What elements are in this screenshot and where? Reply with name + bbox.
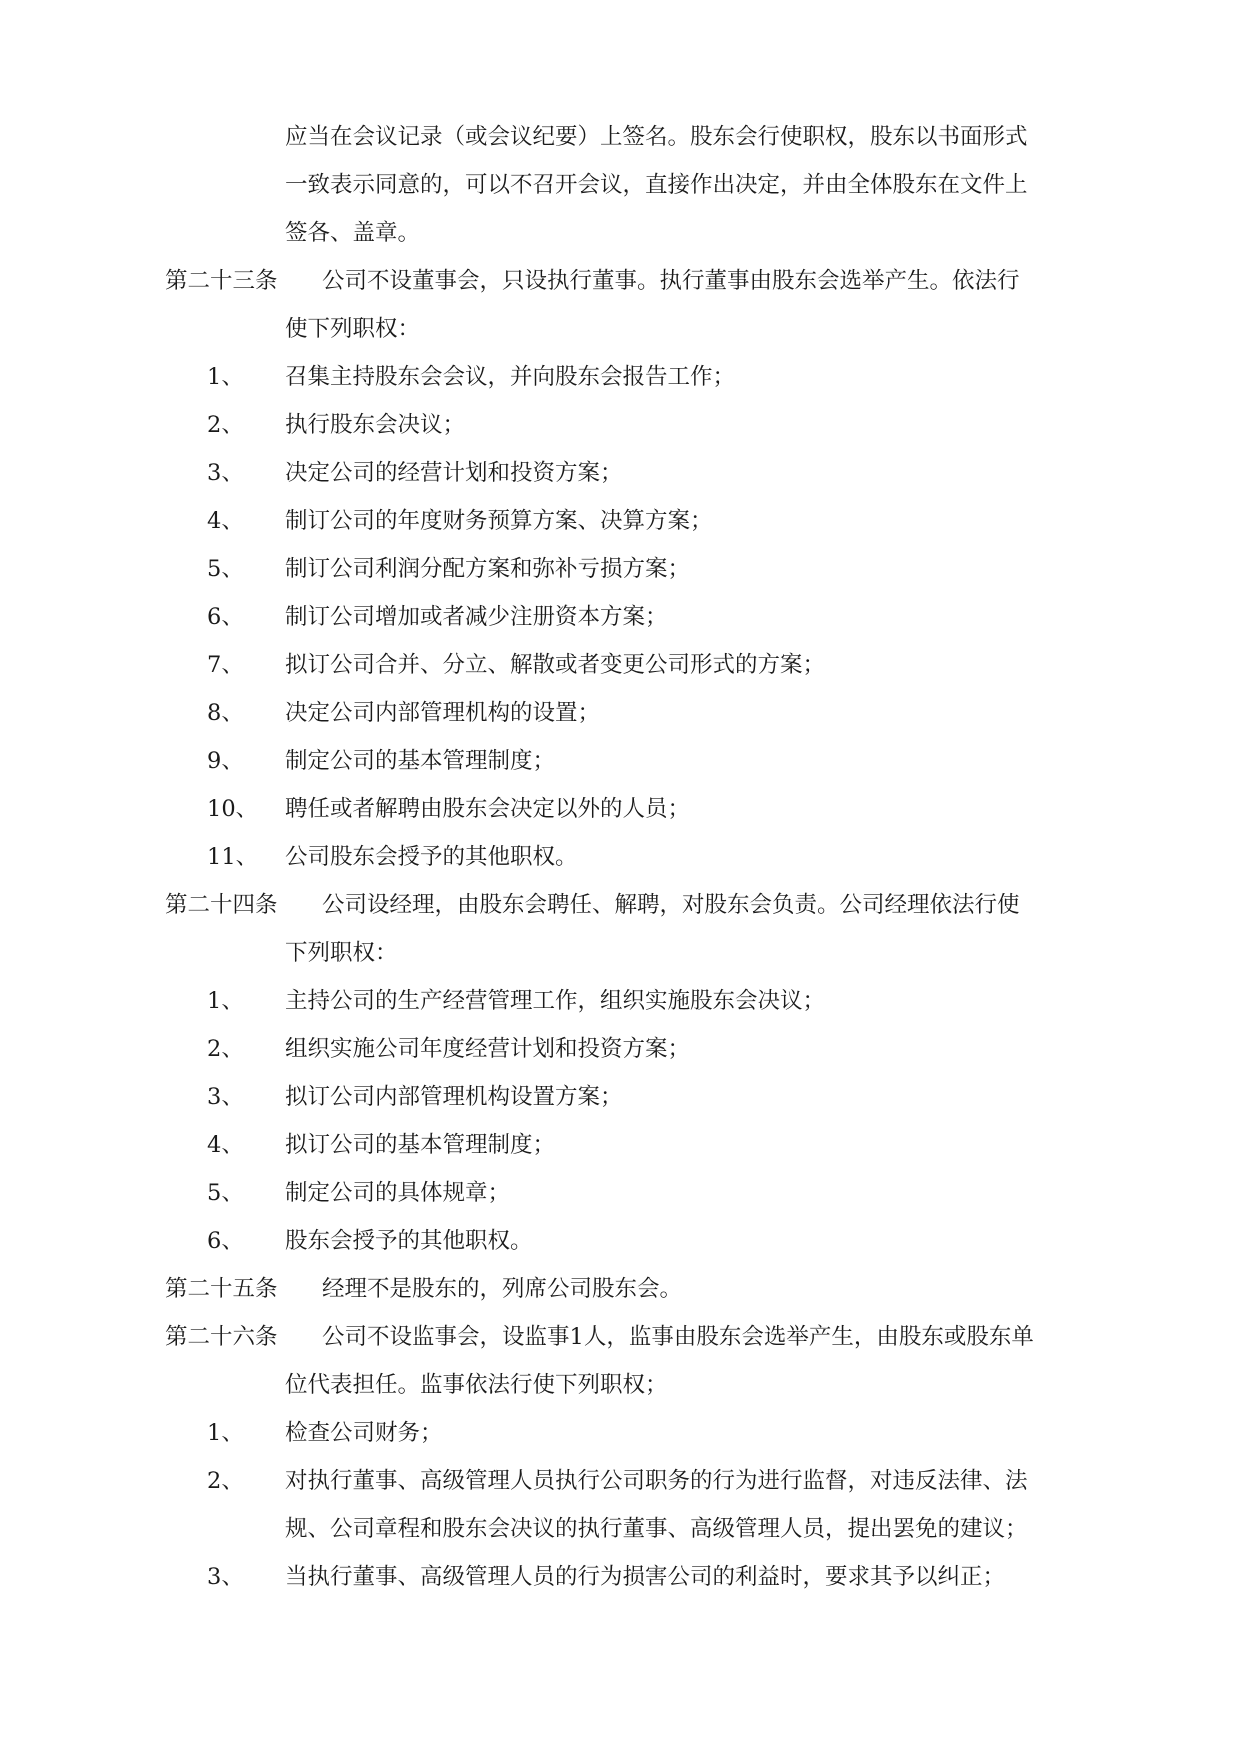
article-26-item-text: 当执行董事、高级管理人员的行为损害公司的利益时，要求其予以纠正； [285,1564,1006,1590]
article-24-item-text: 制定公司的具体规章； [285,1180,511,1206]
article-26-item-text: 检查公司财务； [285,1420,443,1446]
article-23-item-number: 3、 [207,460,244,486]
article-24-text: 公司设经理，由股东会聘任、解聘，对股东会负责。公司经理依法行使 [322,892,1020,918]
article-26-item-number: 3、 [207,1564,244,1590]
article-23-item-text: 召集主持股东会会议，并向股东会报告工作； [285,364,736,390]
article-23-text-cont: 使下列职权： [285,316,421,342]
article-26-item-number: 2、 [207,1468,244,1494]
article-23-item-number: 11、 [207,844,259,870]
article-24-item-number: 3、 [207,1084,244,1110]
article-24-item-text: 拟订公司的基本管理制度； [285,1132,556,1158]
article-26-label: 第二十六条 [165,1324,278,1350]
article-23-item-text: 制订公司利润分配方案和弥补亏损方案； [285,556,691,582]
article-24-item-number: 2、 [207,1036,244,1062]
article-26-text-cont: 位代表担任。监事依法行使下列职权； [285,1372,668,1398]
article-24-item-text: 主持公司的生产经营管理工作，组织实施股东会决议； [285,988,826,1014]
article-23-item-number: 1、 [207,364,244,390]
article-24-item-number: 4、 [207,1132,244,1158]
article-26-item-number: 1、 [207,1420,244,1446]
article-24-item-number: 5、 [207,1180,244,1206]
article-23-item-number: 8、 [207,700,244,726]
article-24-item-text: 组织实施公司年度经营计划和投资方案； [285,1036,691,1062]
article-24-item-number: 1、 [207,988,244,1014]
article-24-item-number: 6、 [207,1228,244,1254]
article-23-label: 第二十三条 [165,268,278,294]
article-23-item-text: 决定公司的经营计划和投资方案； [285,460,623,486]
continuation-line-2: 一致表示同意的，可以不召开会议，直接作出决定，并由全体股东在文件上 [285,172,1028,198]
article-24-text-cont: 下列职权： [285,940,398,966]
article-26-text: 公司不设监事会，设监事1人，监事由股东会选举产生，由股东或股东单 [322,1324,1034,1350]
article-23-item-text: 拟订公司合并、分立、解散或者变更公司形式的方案； [285,652,826,678]
article-23-item-text: 公司股东会授予的其他职权。 [285,844,578,870]
article-23-item-number: 6、 [207,604,244,630]
article-23-item-number: 10、 [207,796,259,822]
article-24-item-text: 拟订公司内部管理机构设置方案； [285,1084,623,1110]
article-23-item-text: 执行股东会决议； [285,412,466,438]
continuation-line-1: 应当在会议记录（或会议纪要）上签名。股东会行使职权，股东以书面形式 [285,124,1028,150]
article-23-item-number: 5、 [207,556,244,582]
article-23-item-number: 2、 [207,412,244,438]
article-23-item-text: 决定公司内部管理机构的设置； [285,700,601,726]
article-23-item-text: 聘任或者解聘由股东会决定以外的人员； [285,796,691,822]
article-23-item-number: 4、 [207,508,244,534]
article-24-label: 第二十四条 [165,892,278,918]
article-24-item-text: 股东会授予的其他职权。 [285,1228,533,1254]
article-25-text: 经理不是股东的，列席公司股东会。 [322,1276,683,1302]
article-26-item-text-cont: 规、公司章程和股东会决议的执行董事、高级管理人员，提出罢免的建议； [285,1516,1028,1542]
continuation-line-3: 签各、盖章。 [285,220,421,246]
article-25-label: 第二十五条 [165,1276,278,1302]
article-23-item-text: 制订公司增加或者减少注册资本方案； [285,604,668,630]
article-23-item-number: 9、 [207,748,244,774]
article-26-item-text: 对执行董事、高级管理人员执行公司职务的行为进行监督，对违反法律、法 [285,1468,1028,1494]
article-23-text: 公司不设董事会，只设执行董事。执行董事由股东会选举产生。依法行 [322,268,1020,294]
article-23-item-text: 制定公司的基本管理制度； [285,748,556,774]
article-23-item-text: 制订公司的年度财务预算方案、决算方案； [285,508,713,534]
article-23-item-number: 7、 [207,652,244,678]
